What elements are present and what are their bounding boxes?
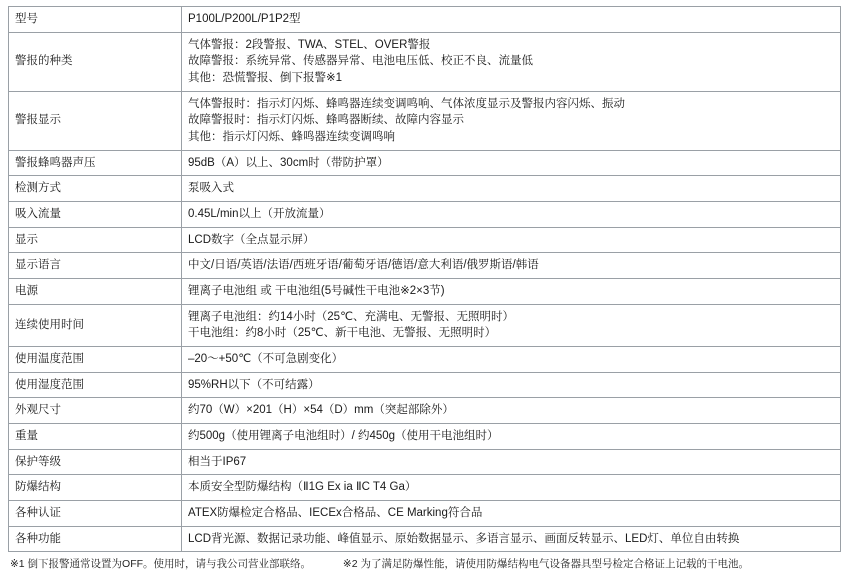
- table-row: [9, 398, 841, 424]
- table-row: [9, 372, 841, 398]
- row-label: 吸入流量: [9, 202, 182, 228]
- value-line: 本质安全型防爆结构（Ⅱ1G Ex ia ⅡC T4 Ga）: [188, 481, 417, 494]
- value-line: 约500g（使用锂离子电池组时）/ 约450g（使用干电池组时）: [188, 430, 499, 443]
- row-value: [182, 227, 841, 253]
- table-row: [9, 7, 841, 33]
- row-value: [182, 32, 841, 91]
- table-row: [9, 475, 841, 501]
- row-value: [182, 372, 841, 398]
- value-line: 其他：恐慌警报、倒下报警※1: [188, 72, 343, 85]
- row-value: [182, 475, 841, 501]
- row-label: 连续使用时间: [9, 304, 182, 346]
- row-label: 型号: [9, 7, 182, 33]
- value-line: –20～+50℃（不可急剧变化）: [188, 353, 344, 366]
- value-line: LCD背光源、数据记录功能、峰值显示、原始数据显示、多语言显示、画面反转显示、LED灯、单位自由转换: [188, 532, 740, 545]
- table-row: [9, 279, 841, 305]
- value-line: 95dB（A）以上、30cm时（带防护罩）: [188, 156, 389, 169]
- row-label: 防爆结构: [9, 475, 182, 501]
- value-line: 中文/日语/英语/法语/西班牙语/葡萄牙语/德语/意大利语/俄罗斯语/韩语: [188, 259, 539, 272]
- row-label: 警报的种类: [9, 32, 182, 91]
- specifications-table: [8, 6, 841, 552]
- value-line: 干电池组：约8小时（25℃、新干电池、无警报、无照明时）: [188, 327, 497, 340]
- table-row: [9, 227, 841, 253]
- row-label: 各种认证: [9, 501, 182, 527]
- row-value: [182, 253, 841, 279]
- row-label: 保护等级: [9, 449, 182, 475]
- table-row: [9, 526, 841, 552]
- value-line: ATEX防爆检定合格品、IECEx合格品、CE Marking符合品: [188, 507, 483, 520]
- row-label: 检测方式: [9, 176, 182, 202]
- row-value: [182, 424, 841, 450]
- row-value: [182, 526, 841, 552]
- footnote-2: ※2 为了满足防爆性能，请使用防爆结构电气设备器具型号检定合格证上记载的干电池。: [342, 558, 749, 571]
- table-row: [9, 253, 841, 279]
- row-value: [182, 176, 841, 202]
- row-label: 电源: [9, 279, 182, 305]
- value-line: 其他：指示灯闪烁、蜂鸣器连续变调鸣响: [188, 131, 395, 144]
- row-label: 外观尺寸: [9, 398, 182, 424]
- row-label: 重量: [9, 424, 182, 450]
- row-label: 使用温度范围: [9, 347, 182, 373]
- row-value: [182, 279, 841, 305]
- table-row: [9, 449, 841, 475]
- table-row: [9, 304, 841, 346]
- row-label: 使用湿度范围: [9, 372, 182, 398]
- value-line: P100L/P200L/P1P2型: [188, 13, 301, 25]
- value-line: 约70（W）×201（H）×54（D）mm（突起部除外）: [188, 404, 454, 417]
- table-row: [9, 32, 841, 91]
- table-row: [9, 150, 841, 176]
- table-row: [9, 501, 841, 527]
- row-label: 显示语言: [9, 253, 182, 279]
- row-value: [182, 347, 841, 373]
- row-value: [182, 91, 841, 150]
- row-value: [182, 7, 841, 33]
- value-line: 气体警报时：指示灯闪烁、蜂鸣器连续变调鸣响、气体浓度显示及警报内容闪烁、振动: [188, 97, 625, 110]
- value-line: 0.45L/min以上（开放流量）: [188, 208, 331, 221]
- value-line: LCD数字（全点显示屏）: [188, 233, 315, 246]
- row-value: [182, 202, 841, 228]
- value-line: 气体警报：2段警报、TWA、STEL、OVER警报: [188, 38, 431, 51]
- row-value: [182, 398, 841, 424]
- value-line: 95%RH以下（不可结露）: [188, 378, 320, 391]
- value-line: 相当于IP67: [188, 455, 247, 468]
- table-row: [9, 202, 841, 228]
- table-row: [9, 176, 841, 202]
- value-line: 故障警报时：指示灯闪烁、蜂鸣器断续、故障内容显示: [188, 114, 464, 127]
- footnote-1: ※1 倒下报警通常设置为OFF。使用时，请与我公司营业部联络。: [10, 558, 312, 571]
- table-row: [9, 91, 841, 150]
- row-label: 警报显示: [9, 91, 182, 150]
- row-label: 显示: [9, 227, 182, 253]
- value-line: 泵吸入式: [188, 182, 234, 195]
- row-label: 警报蜂鸣器声压: [9, 150, 182, 176]
- value-line: 锂离子电池组 或 干电池组(5号碱性干电池※2×3节): [188, 285, 445, 298]
- row-value: [182, 501, 841, 527]
- row-label: 各种功能: [9, 526, 182, 552]
- row-value: [182, 304, 841, 346]
- value-line: 锂离子电池组：约14小时（25℃、充满电、无警报、无照明时）: [188, 310, 514, 323]
- row-value: [182, 150, 841, 176]
- footnotes: [8, 557, 841, 573]
- row-value: [182, 449, 841, 475]
- table-body: [9, 7, 841, 552]
- table-row: [9, 424, 841, 450]
- table-row: [9, 347, 841, 373]
- value-line: 故障警报：系统异常、传感器异常、电池电压低、校正不良、流量低: [188, 55, 533, 68]
